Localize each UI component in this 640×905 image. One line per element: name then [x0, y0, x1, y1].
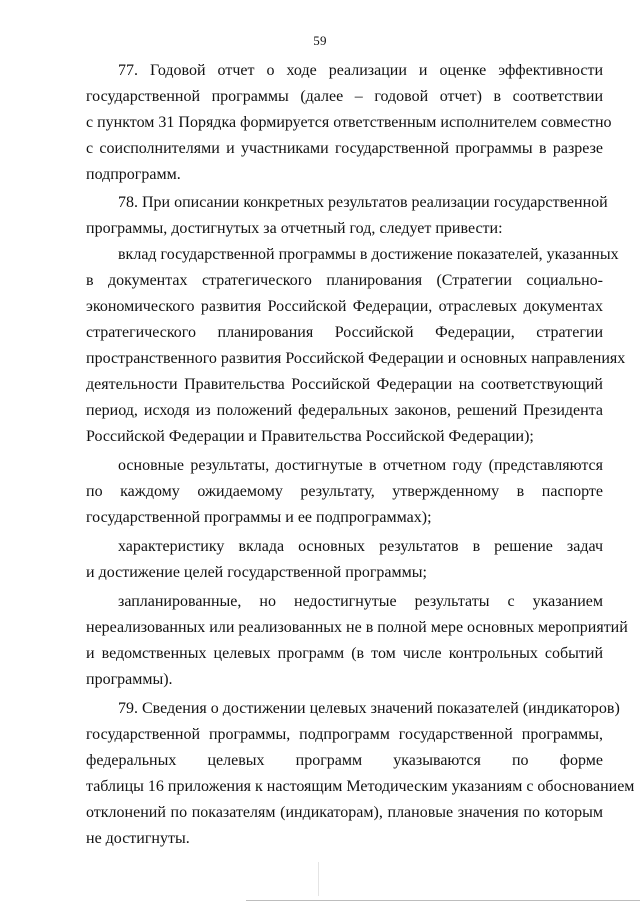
paragraph-78	[86, 190, 608, 242]
text-line: вклад государственной программы в достижение показателей, указанных	[118, 246, 619, 263]
text-line: основные результаты, достигнутые в отчетном году (представляются	[118, 457, 603, 474]
text-line: с соисполнителями и участниками государственной программы в разрезе	[86, 140, 603, 157]
list-item-main-results	[86, 453, 603, 531]
text-line: запланированные, но недостигнутые результаты с указанием	[118, 593, 603, 610]
text-line: и достижение целей государственной программы;	[86, 564, 427, 581]
text-line: деятельности Правительства Российской Федерации на соответствующий	[86, 376, 603, 393]
paragraph-79	[86, 696, 635, 852]
text-line: таблицы 16 приложения к настоящим Методическим указаниям с обоснованием	[86, 778, 635, 795]
text-line: программы).	[86, 671, 173, 688]
text-line: и ведомственных целевых программ (в том числе контрольных событий	[86, 645, 603, 662]
text-line: 78. При описании конкретных результатов реализации государственной	[118, 194, 608, 211]
text-line: по каждому ожидаемому результату, утвержденному в паспорте	[86, 483, 603, 500]
text-line: подпрограмм.	[86, 166, 181, 183]
page-bottom-rule	[246, 900, 640, 901]
text-line: Российской Федерации и Правительства Российской Федерации);	[86, 428, 534, 445]
text-line: программы, достигнутых за отчетный год, следует привести:	[86, 220, 503, 237]
text-line: государственной программы и ее подпрограммах);	[86, 509, 432, 526]
text-line: период, исходя из положений федеральных законов, решений Президента	[86, 402, 603, 419]
text-line: характеристику вклада основных результатов в решение задач	[118, 538, 603, 555]
text-line: государственной программы, подпрограмм государственной программы,	[86, 726, 603, 743]
text-line: стратегического планирования Российской Федерации, стратегии	[86, 324, 603, 341]
text-line: в документах стратегического планирования (Стратегии социально-	[86, 272, 603, 289]
text-line: с пунктом 31 Порядка формируется ответственным исполнителем совместно	[86, 114, 612, 131]
text-line: 79. Сведения о достижении целевых значений показателей (индикаторов)	[118, 700, 620, 717]
text-line: пространственного развития Российской Федерации и основных направлениях	[86, 350, 626, 367]
document-body	[86, 58, 635, 852]
list-item-unachieved	[86, 589, 628, 693]
text-line: 77. Годовой отчет о ходе реализации и оценке эффективности	[118, 62, 603, 79]
text-line: нереализованных или реализованных не в полной мере основных мероприятий	[86, 619, 628, 636]
page-number: 59	[313, 33, 327, 48]
text-line: государственной программы (далее – годовой отчет) в соответствии	[86, 88, 603, 105]
text-line: экономического развития Российской Федерации, отраслевых документах	[86, 298, 603, 315]
text-line: не достигнуты.	[86, 830, 190, 847]
list-item-contribution	[86, 242, 626, 450]
paragraph-77	[86, 58, 612, 188]
text-line: федеральных целевых программ указываются по форме	[86, 752, 603, 769]
scan-artifact	[318, 862, 319, 896]
list-item-characteristic	[86, 534, 603, 586]
text-line: отклонений по показателям (индикаторам), плановые значения по которым	[86, 804, 603, 821]
